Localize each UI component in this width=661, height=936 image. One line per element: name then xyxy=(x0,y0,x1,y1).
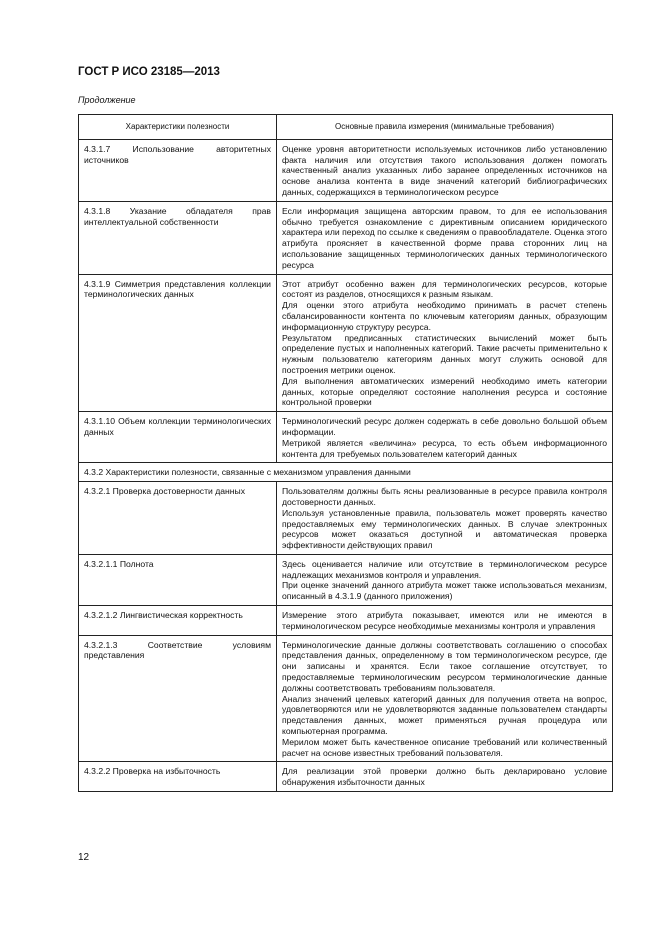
rule-paragraph: Анализ значений целевых категорий данных для получения ответа на вопрос, удовлетворяются или не удовлетворяются заданные пользователем стандарты представления данных, может применяться ручная процедура или компьютерная программа. xyxy=(282,693,607,737)
table-row xyxy=(79,201,613,274)
requirements-table xyxy=(78,114,613,792)
rule-paragraph: Для реализации этой проверки должно быть декларировано условие обнаружения избыточности данных xyxy=(282,766,607,788)
table-row xyxy=(79,482,613,555)
rule-paragraph: Здесь оценивается наличие или отсутствие в терминологическом ресурсе надлежащих механизмов контроля и управления. xyxy=(282,558,607,580)
rule-paragraph: Для оценки этого атрибута необходимо принимать в расчет степень сбалансированности контента по ключевым категориям данных, образующим информационную структуру ресурса. xyxy=(282,300,607,332)
table-row xyxy=(79,139,613,201)
page-number: 12 xyxy=(78,852,90,863)
continuation-label: Продолжение xyxy=(78,95,136,105)
characteristic-cell: 4.3.1.7 Использование авторитетных источников xyxy=(79,139,277,201)
rule-paragraph: Используя установленные правила, пользователь может проверять качество предоставляемых ему терминологических данных. В случае электронных ресурсов может оказаться доступной и автоматическая проверка эффективности действующих правил xyxy=(282,507,607,551)
rule-paragraph: При оценке значений данного атрибута может также использоваться механизм, описанный в 4.3.1.9 (данного приложения) xyxy=(282,580,607,602)
rule-cell xyxy=(277,412,613,463)
characteristic-cell: 4.3.2.1.3 Соответствие условиям представления xyxy=(79,635,277,762)
rule-paragraph: Мерилом может быть качественное описание требований или количественный расчет на основе известных требований пользователя. xyxy=(282,736,607,758)
rule-cell xyxy=(277,482,613,555)
rule-paragraph: Пользователям должны быть ясны реализованные в ресурсе правила контроля достоверности данных. xyxy=(282,486,607,507)
characteristic-cell: 4.3.2.1.2 Лингвистическая корректность xyxy=(79,606,277,636)
document-code: ГОСТ Р ИСО 23185—2013 xyxy=(78,66,220,78)
rule-paragraph: Если информация защищена авторским правом, то для ее использования обычно требуется ознакомление с директивным описанием юридического характера или переход по ссылке к сведениям о правообладателе. Оценка этого атрибута проясняет в качественной форме права сторонних лиц на использование защищенных терминологических данных терминологического ресурса xyxy=(282,205,607,270)
table-row xyxy=(79,412,613,463)
rule-paragraph: Метрикой является «величина» ресурса, то есть объем информационного контента для требуемых пользователем категорий данных xyxy=(282,437,607,459)
rule-paragraph: Терминологический ресурс должен содержать в себе довольно большой объем информации. xyxy=(282,416,607,437)
rule-paragraph: Оценке уровня авторитетности используемых источников либо установлению факта наличия или отсутствия такого использования должен помогать качественный анализ указанных либо заранее определенных источников на основе анализа контента в виде значений категорий библиографических данных, содержащихся в терминологическом ресурсе xyxy=(282,143,607,197)
rule-cell xyxy=(277,201,613,274)
characteristic-cell: 4.3.1.10 Объем коллекции терминологических данных xyxy=(79,412,277,463)
rule-paragraph: Этот атрибут особенно важен для терминологических ресурсов, которые состоят из разделов, относящихся к разным языкам. xyxy=(282,278,607,300)
rule-paragraph: Для выполнения автоматических измерений необходимо иметь категории данных, которые определяют состояние наполнения ресурса и состояние контрольной проверки xyxy=(282,375,607,408)
characteristic-cell: 4.3.1.8 Указание обладателя прав интеллектуальной собственности xyxy=(79,201,277,274)
rule-cell xyxy=(277,762,613,792)
section-row xyxy=(79,463,613,482)
rule-paragraph: Измерение этого атрибута показывает, имеются или не имеются в терминологическом ресурсе необходимые механизмы контроля и управления xyxy=(282,610,607,631)
characteristic-cell: 4.3.1.9 Симметрия представления коллекции терминологических данных xyxy=(79,274,277,412)
table-row xyxy=(79,762,613,792)
table-row xyxy=(79,635,613,762)
table-row xyxy=(79,554,613,605)
rule-cell xyxy=(277,274,613,412)
rule-cell xyxy=(277,554,613,605)
characteristic-cell: 4.3.2.1.1 Полнота xyxy=(79,554,277,605)
characteristic-cell: 4.3.2.1 Проверка достоверности данных xyxy=(79,482,277,555)
table-row xyxy=(79,606,613,636)
table-header-row xyxy=(79,115,613,140)
column-header-characteristics: Характеристики полезности xyxy=(79,115,277,140)
rule-paragraph: Терминологические данные должны соответствовать соглашению о способах представления данных, определенному в том терминологическом ресурсе, где они записаны и хранятся. Если такое соглашение отсутствует, то предоставляемые терминологическим ресурсом терминологические данные должны соответствовать требованиям пользователя. xyxy=(282,639,607,693)
section-heading: 4.3.2 Характеристики полезности, связанные с механизмом управления данными xyxy=(79,463,613,482)
rule-cell xyxy=(277,139,613,201)
rule-cell xyxy=(277,606,613,636)
rule-cell xyxy=(277,635,613,762)
table-row xyxy=(79,274,613,412)
column-header-rules: Основные правила измерения (минимальные требования) xyxy=(277,115,613,140)
characteristic-cell: 4.3.2.2 Проверка на избыточность xyxy=(79,762,277,792)
rule-paragraph: Результатом предписанных статистических вычислений может быть определение пустых и наполненных категорий. Такие расчеты применительно к нужным пользователю категориям данных могут служить основой для построения метрики оценок. xyxy=(282,332,607,375)
